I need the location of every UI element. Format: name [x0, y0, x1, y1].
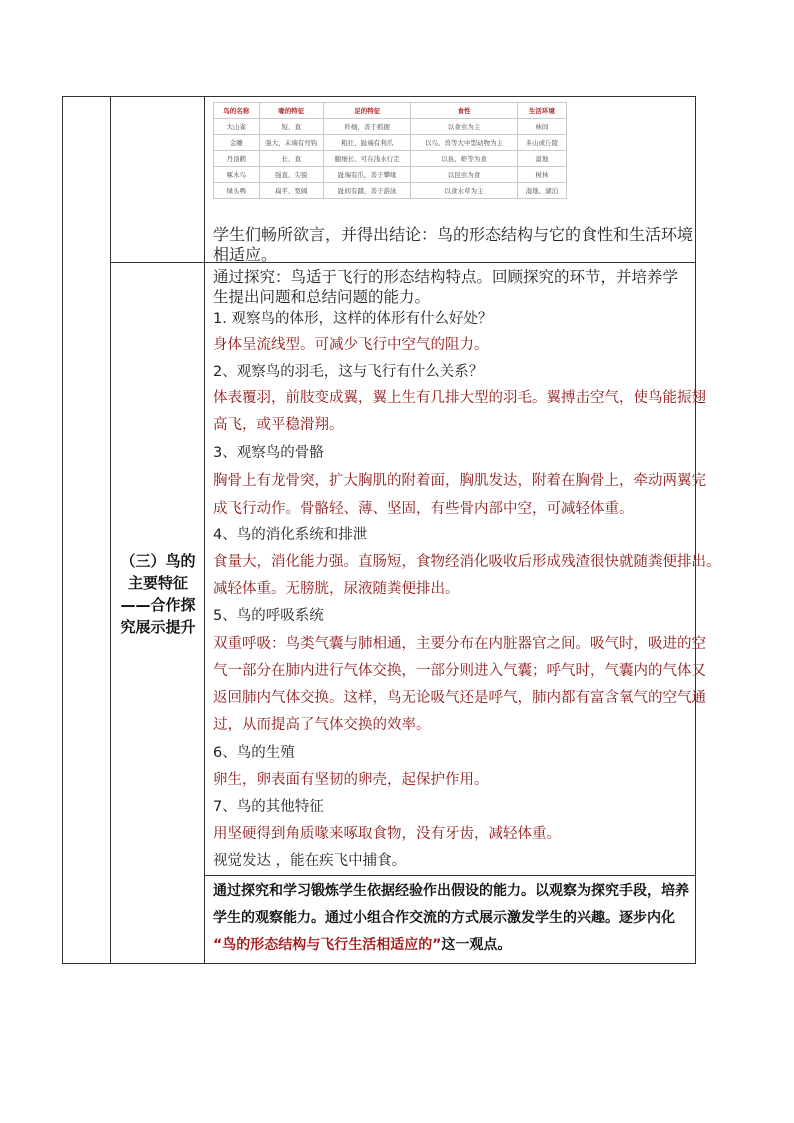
bird-table-cell: 纤细，善于抓握: [324, 119, 411, 135]
column-divider-2: [204, 96, 205, 964]
bird-table-cell: 以鸟、兽等大中型动物为主: [411, 135, 517, 151]
bird-table-header: 足的特征: [324, 103, 411, 119]
question-1: 1. 观察鸟的体形，这样的体形有什么好处？: [213, 311, 493, 327]
bird-table-cell: 湿地、湖泊: [517, 183, 566, 199]
question-7: 7、鸟的其他特征: [213, 799, 324, 815]
answer-2: 高飞，或平稳滑翔。: [213, 417, 344, 433]
bird-table-cell: 多山或丘陵: [517, 135, 566, 151]
table-right-border: [695, 96, 696, 964]
question-3: 3、观察鸟的骨骼: [213, 445, 324, 461]
bird-table-cell: 趾端有爪，善于攀缘: [324, 167, 411, 183]
bird-table-cell: 湿地: [517, 151, 566, 167]
bird-table-cell: 强大，末端有弯钩: [259, 135, 324, 151]
bird-table-cell: 金雕: [214, 135, 260, 151]
bird-table-row: [214, 119, 567, 135]
question-4: 4、鸟的消化系统和排泄: [213, 527, 368, 543]
design-intent-line: 学生的观察能力。通过小组合作交流的方式展示激发学生的兴趣。逐步内化: [213, 910, 675, 926]
bird-comparison-table: [213, 102, 567, 199]
bird-table-row: [214, 183, 567, 199]
answer-5: 过，从而提高了气体交换的效率。: [213, 717, 431, 733]
section-label: （三）鸟的主要特征——合作探究展示提升: [120, 552, 196, 636]
design-intent-line: [213, 934, 511, 954]
bird-table-header-row: [214, 103, 567, 119]
answer-5: 双重呼吸：鸟类气囊与肺相通，主要分布在内脏器官之间。吸气时，吸进的空: [213, 636, 706, 652]
answer-5: 气一部分在肺内进行气体交换，一部分则进入气囊；呼气时，气囊内的气体又: [213, 663, 706, 679]
answer-4: 减轻体重。无膀胱，尿液随粪便排出。: [213, 581, 460, 597]
question-5: 5、鸟的呼吸系统: [213, 608, 324, 624]
bird-table-cell: 以食水草为主: [411, 183, 517, 199]
table-top-border: [62, 96, 696, 97]
question-6: 6、鸟的生殖: [213, 745, 295, 761]
bird-table-cell: 大山雀: [214, 119, 260, 135]
design-intent-tail: 这一观点。: [441, 937, 512, 953]
bird-table-cell: 粗壮，趾端有利爪: [324, 135, 411, 151]
answer-5: 返回肺内气体交换。这样，鸟无论吸气还是呼气，肺内都有富含氧气的空气通: [213, 690, 706, 706]
bird-table-row: [214, 151, 567, 167]
design-intent-line: 通过探究和学习锻炼学生依据经验作出假设的能力。以观察为探究手段，培养: [213, 883, 689, 899]
answer-4: 食量大，消化能力强。直肠短，食物经消化吸收后形成残渣很快就随粪便排出。: [213, 554, 721, 570]
intro-line: 通过探究：鸟适于飞行的形态结构特点。回顾探究的环节，并培养学: [213, 268, 679, 286]
intro-line: 生提出问题和总结问题的能力。: [213, 288, 431, 306]
bird-table-header: 生活环境: [517, 103, 566, 119]
bird-table-cell: 短、直: [259, 119, 324, 135]
bird-table-cell: 以鱼、虾等为食: [411, 151, 517, 167]
answer-6: 卵生，卵表面有坚韧的卵壳，起保护作用。: [213, 772, 489, 788]
conclusion-line: 相适应。: [213, 245, 278, 264]
table-bottom-border: [62, 963, 696, 964]
answer-1: 身体呈流线型。可减少飞行中空气的阻力。: [213, 337, 489, 353]
bird-table-cell: 腿细长、可在浅水行走: [324, 151, 411, 167]
row-divider-1: [110, 262, 696, 263]
answer-2: 体表覆羽，前肢变成翼，翼上生有几排大型的羽毛。翼搏击空气，使鸟能振翅: [213, 390, 706, 406]
design-intent-quote: “鸟的形态结构与飞行生活相适应的”: [213, 937, 442, 953]
bird-table-cell: 啄木鸟: [214, 167, 260, 183]
row-divider-2: [204, 875, 696, 876]
answer-3: 成飞行动作。骨骼轻、薄、坚固，有些骨内部中空，可减轻体重。: [213, 501, 634, 517]
bird-table-cell: 长、直: [259, 151, 324, 167]
bird-table-cell: 强直、尖锐: [259, 167, 324, 183]
answer-3: 胸骨上有龙骨突，扩大胸肌的附着面，胸肌发达，附着在胸骨上，牵动两翼完: [213, 473, 706, 489]
bird-table-header: 鸟的名称: [214, 103, 260, 119]
bird-table-cell: 以食虫为主: [411, 119, 517, 135]
column-divider-1: [110, 96, 111, 964]
bird-table-cell: 绿头鸭: [214, 183, 260, 199]
bird-table-cell: 林间: [517, 119, 566, 135]
answer-7: 用坚硬得到角质喙来啄取食物，没有牙齿，减轻体重。: [213, 826, 561, 842]
question-2: 2、观察鸟的羽毛，这与飞行有什么关系？: [213, 364, 484, 380]
bird-table-header: 喙的特征: [259, 103, 324, 119]
bird-table-cell: 扁平、宽阔: [259, 183, 324, 199]
conclusion-line: 学生们畅所欲言，并得出结论：鸟的形态结构与它的食性和生活环境: [213, 225, 694, 244]
bird-table-cell: 以昆虫为食: [411, 167, 517, 183]
bird-table-cell: 趾间有蹼，善于游泳: [324, 183, 411, 199]
bird-table-row: [214, 167, 567, 183]
answer-7-extra: 视觉发达 ，能在疾飞中捕食。: [213, 853, 407, 869]
bird-table-cell: 树林: [517, 167, 566, 183]
table-left-border: [62, 96, 63, 964]
bird-table-header: 食性: [411, 103, 517, 119]
bird-table-row: [214, 135, 567, 151]
bird-table-cell: 丹顶鹤: [214, 151, 260, 167]
